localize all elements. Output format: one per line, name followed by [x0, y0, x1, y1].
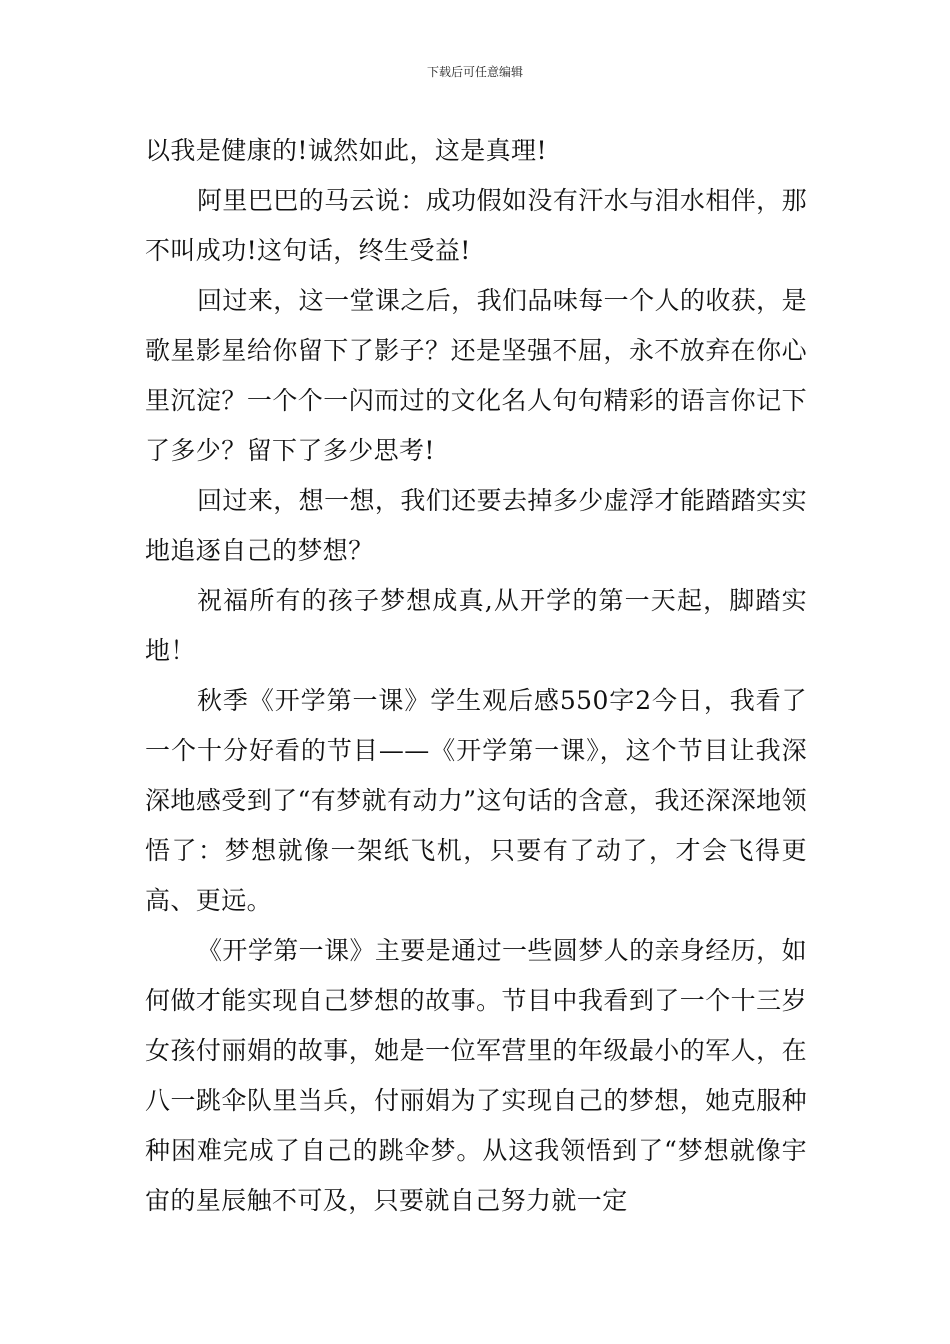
paragraph-5: 祝福所有的孩子梦想成真,从开学的第一天起，脚踏实地！	[145, 586, 807, 665]
paragraph-3: 回过来，这一堂课之后，我们品味每一个人的收获，是歌星影星给你留下了影子？还是坚强不屈，永不放弃在你心里沉淀？一个个一闪而过的文化名人句句精彩的语言你记下了多少？留下了多少思考!	[145, 286, 807, 465]
page-header: 下载后可任意编辑	[426, 65, 523, 79]
paragraph-1: 以我是健康的!诚然如此，这是真理!	[145, 136, 547, 165]
paragraph-7: 《开学第一课》主要是通过一些圆梦人的亲身经历，如何做才能实现自己梦想的故事。节目中我看到了一个十三岁女孩付丽娟的故事，她是一位军营里的年级最小的军人，在八一跳伞队里当兵，付丽娟为了实现自己的梦想，她克服种种困难完成了自己的跳伞梦。从这我领悟到了“梦想就像宇宙的星辰触不可及，只要就自己努力就一定	[145, 936, 807, 1215]
document-body	[145, 126, 807, 1226]
paragraph-4: 回过来，想一想，我们还要去掉多少虚浮才能踏踏实实地追逐自己的梦想？	[145, 486, 807, 565]
paragraph-6: 秋季《开学第一课》学生观后感550字2今日，我看了一个十分好看的节目——《开学第一课》，这个节目让我深深地感受到了“有梦就有动力”这句话的含意，我还深深地领悟了：梦想就像一架纸飞机，只要有了动了，才会飞得更高、更远。	[145, 686, 807, 915]
paragraph-2: 阿里巴巴的马云说：成功假如没有汗水与泪水相伴，那不叫成功!这句话，终生受益!	[145, 186, 807, 265]
